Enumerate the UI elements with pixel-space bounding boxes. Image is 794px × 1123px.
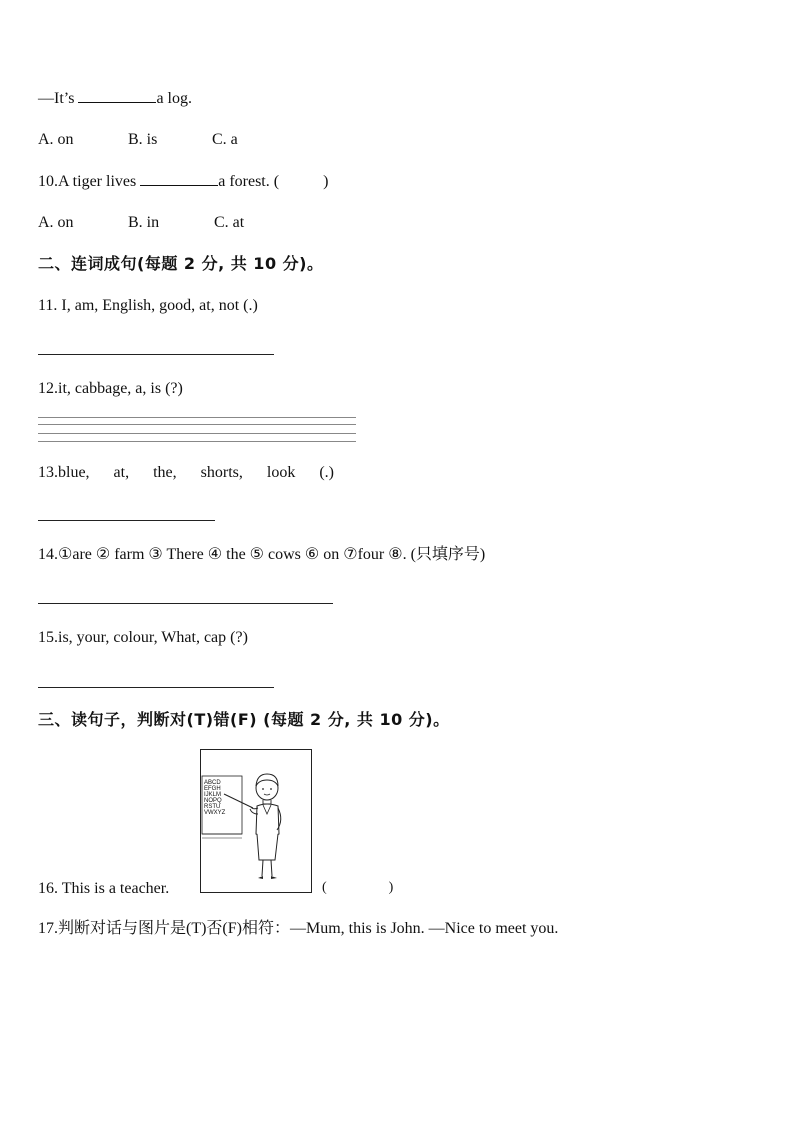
question-9-prefix: —It’s [38,90,75,107]
answer-blank[interactable] [140,171,218,186]
question-15: 15.is, your, colour, What, cap (?) [38,629,248,646]
option-c[interactable]: C. at [214,214,245,231]
question-10-prefix: 10.A tiger lives [38,173,137,190]
option-c[interactable]: C. a [212,131,238,148]
question-9-options [38,130,238,150]
board-letters: EFGH [204,786,221,792]
section-3-heading: 三、读句子，判断对(T)错(F) (每题 2 分, 共 10 分)。 [38,710,450,729]
writing-rule[interactable] [38,417,356,418]
answer-line-11[interactable] [38,354,274,355]
question-16 [38,879,169,899]
option-b[interactable]: B. in [128,214,160,231]
question-11: 11. I, am, English, good, at, not (.) [38,297,258,314]
question-13 [38,463,334,483]
question-10-options [38,213,244,233]
writing-rule[interactable] [38,441,356,442]
question-13-word: the, [153,464,177,481]
answer-line-14[interactable] [38,603,333,604]
question-16-answer [322,878,393,898]
board-letters: RSTU [204,804,221,810]
teacher-picture [200,749,312,893]
question-13-word: shorts, [200,464,243,481]
question-13-word: at, [113,464,130,481]
board-letters: VWXYZ [204,810,226,816]
question-9-suffix: a log. [156,90,192,107]
option-a[interactable]: A. on [38,214,74,231]
option-a[interactable]: A. on [38,131,74,148]
question-14: 14.①are ② farm ③ There ④ the ⑤ cows ⑥ on ⑦four ⑧. (只填序号) [38,546,486,563]
answer-blank[interactable] [78,88,156,103]
question-13-word: look [266,464,296,481]
question-13-word: (.) [319,464,334,481]
option-b[interactable]: B. is [128,131,158,148]
section-2-heading: 二、连词成句(每题 2 分, 共 10 分)。 [38,254,324,273]
question-17: 17.判断对话与图片是(T)否(F)相符：—Mum, this is John. —Nice to meet you. [38,920,559,937]
question-13-number: 13.blue, [38,464,90,481]
question-10-suffix: a forest. ( [218,173,280,190]
answer-paren-close: ) [388,880,394,895]
answer-line-15[interactable] [38,687,274,688]
board-letters: IJKLM [204,792,222,798]
answer-paren-open: ( [322,880,327,895]
board-letters: ABCD [204,780,221,786]
question-9-line [38,88,192,109]
writing-rule[interactable] [38,433,356,434]
answer-line-13[interactable] [38,520,215,521]
question-10-line [38,171,328,192]
question-16-text: 16. This is a teacher. [38,880,170,897]
question-10-close-paren: ) [323,173,329,190]
question-12: 12.it, cabbage, a, is (?) [38,380,183,397]
writing-rule[interactable] [38,424,356,425]
teacher-illustration [201,750,311,892]
board-letters: NOPQ [204,798,222,804]
